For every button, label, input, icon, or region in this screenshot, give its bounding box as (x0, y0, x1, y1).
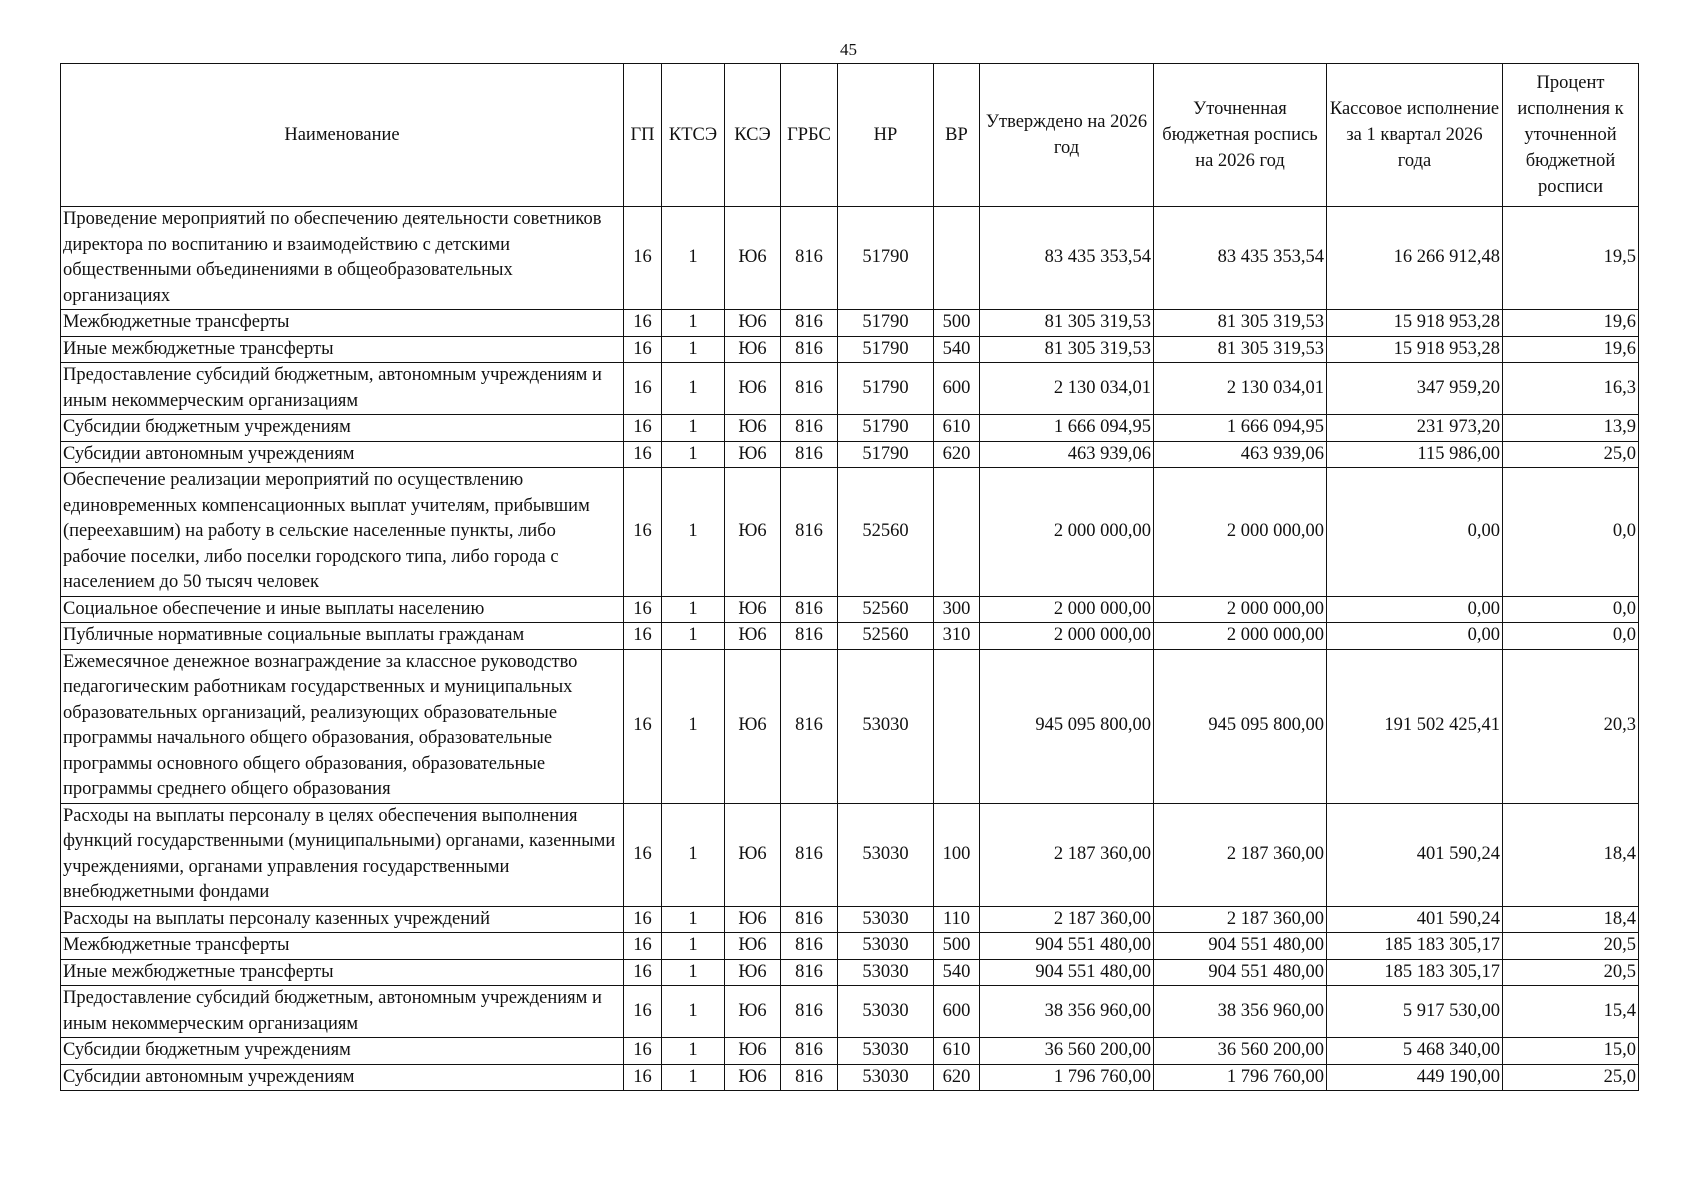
cell-refined: 2 130 034,01 (1154, 363, 1327, 415)
cell-name: Субсидии автономным учреждениям (61, 441, 624, 468)
cell-gp: 16 (624, 959, 662, 986)
cell-approved: 81 305 319,53 (980, 336, 1154, 363)
table-header-row (61, 64, 1639, 207)
cell-vr (934, 207, 980, 310)
cell-refined: 2 000 000,00 (1154, 596, 1327, 623)
table-row (61, 207, 1639, 310)
cell-nr: 53030 (838, 649, 934, 803)
cell-vr: 310 (934, 623, 980, 650)
cell-approved: 1 796 760,00 (980, 1064, 1154, 1091)
cell-name: Иные межбюджетные трансферты (61, 336, 624, 363)
cell-vr (934, 649, 980, 803)
table-row (61, 649, 1639, 803)
cell-name: Межбюджетные трансферты (61, 310, 624, 337)
cell-approved: 2 187 360,00 (980, 906, 1154, 933)
cell-percent: 15,0 (1503, 1038, 1639, 1065)
cell-gp: 16 (624, 986, 662, 1038)
cell-vr: 540 (934, 959, 980, 986)
cell-approved: 81 305 319,53 (980, 310, 1154, 337)
cell-gp: 16 (624, 906, 662, 933)
header-vr: ВР (934, 64, 980, 207)
cell-nr: 51790 (838, 336, 934, 363)
cell-refined: 38 356 960,00 (1154, 986, 1327, 1038)
cell-name: Расходы на выплаты персоналу казенных учреждений (61, 906, 624, 933)
cell-gp: 16 (624, 623, 662, 650)
cell-gp: 16 (624, 415, 662, 442)
cell-approved: 2 130 034,01 (980, 363, 1154, 415)
cell-grbs: 816 (781, 906, 838, 933)
cell-refined: 463 939,06 (1154, 441, 1327, 468)
cell-nr: 53030 (838, 1038, 934, 1065)
cell-kse: Ю6 (725, 336, 781, 363)
cell-vr: 540 (934, 336, 980, 363)
cell-vr: 500 (934, 933, 980, 960)
cell-gp: 16 (624, 1064, 662, 1091)
cell-cash: 185 183 305,17 (1327, 933, 1503, 960)
cell-refined: 904 551 480,00 (1154, 933, 1327, 960)
cell-refined: 36 560 200,00 (1154, 1038, 1327, 1065)
cell-cash: 115 986,00 (1327, 441, 1503, 468)
cell-refined: 2 187 360,00 (1154, 906, 1327, 933)
cell-refined: 81 305 319,53 (1154, 336, 1327, 363)
cell-gp: 16 (624, 933, 662, 960)
cell-cash: 5 917 530,00 (1327, 986, 1503, 1038)
cell-approved: 945 095 800,00 (980, 649, 1154, 803)
cell-nr: 53030 (838, 933, 934, 960)
cell-nr: 52560 (838, 596, 934, 623)
cell-percent: 0,0 (1503, 468, 1639, 597)
cell-kse: Ю6 (725, 1038, 781, 1065)
cell-ktse: 1 (662, 906, 725, 933)
header-approved: Утверждено на 2026 год (980, 64, 1154, 207)
table-row (61, 415, 1639, 442)
cell-grbs: 816 (781, 336, 838, 363)
cell-cash: 15 918 953,28 (1327, 310, 1503, 337)
cell-refined: 1 796 760,00 (1154, 1064, 1327, 1091)
cell-grbs: 816 (781, 310, 838, 337)
cell-kse: Ю6 (725, 959, 781, 986)
cell-kse: Ю6 (725, 310, 781, 337)
cell-ktse: 1 (662, 623, 725, 650)
cell-ktse: 1 (662, 310, 725, 337)
cell-kse: Ю6 (725, 596, 781, 623)
cell-grbs: 816 (781, 959, 838, 986)
cell-nr: 51790 (838, 310, 934, 337)
cell-cash: 0,00 (1327, 596, 1503, 623)
cell-name: Субсидии автономным учреждениям (61, 1064, 624, 1091)
cell-refined: 2 000 000,00 (1154, 623, 1327, 650)
table-row (61, 1064, 1639, 1091)
cell-cash: 16 266 912,48 (1327, 207, 1503, 310)
cell-ktse: 1 (662, 415, 725, 442)
cell-grbs: 816 (781, 986, 838, 1038)
cell-cash: 185 183 305,17 (1327, 959, 1503, 986)
cell-nr: 52560 (838, 468, 934, 597)
cell-cash: 347 959,20 (1327, 363, 1503, 415)
cell-approved: 2 000 000,00 (980, 596, 1154, 623)
cell-ktse: 1 (662, 468, 725, 597)
cell-ktse: 1 (662, 1064, 725, 1091)
cell-nr: 53030 (838, 986, 934, 1038)
cell-nr: 53030 (838, 803, 934, 906)
cell-gp: 16 (624, 336, 662, 363)
cell-percent: 25,0 (1503, 441, 1639, 468)
cell-grbs: 816 (781, 415, 838, 442)
cell-percent: 16,3 (1503, 363, 1639, 415)
table-row (61, 596, 1639, 623)
cell-vr (934, 468, 980, 597)
header-gp: ГП (624, 64, 662, 207)
cell-approved: 2 000 000,00 (980, 623, 1154, 650)
cell-kse: Ю6 (725, 649, 781, 803)
cell-vr: 110 (934, 906, 980, 933)
cell-refined: 904 551 480,00 (1154, 959, 1327, 986)
cell-gp: 16 (624, 363, 662, 415)
cell-vr: 610 (934, 1038, 980, 1065)
header-percent: Процент исполнения к уточненной бюджетной росписи (1503, 64, 1639, 207)
table-row (61, 803, 1639, 906)
table-row (61, 363, 1639, 415)
cell-cash: 0,00 (1327, 623, 1503, 650)
cell-name: Субсидии бюджетным учреждениям (61, 1038, 624, 1065)
cell-refined: 81 305 319,53 (1154, 310, 1327, 337)
cell-cash: 191 502 425,41 (1327, 649, 1503, 803)
budget-table (60, 63, 1639, 1091)
page-number: 45 (840, 40, 857, 59)
cell-percent: 0,0 (1503, 596, 1639, 623)
header-name: Наименование (61, 64, 624, 207)
cell-percent: 20,5 (1503, 933, 1639, 960)
header-refined: Уточненная бюджетная роспись на 2026 год (1154, 64, 1327, 207)
table-row (61, 1038, 1639, 1065)
cell-grbs: 816 (781, 649, 838, 803)
cell-percent: 0,0 (1503, 623, 1639, 650)
cell-gp: 16 (624, 803, 662, 906)
cell-name: Публичные нормативные социальные выплаты гражданам (61, 623, 624, 650)
header-cash: Кассовое исполнение за 1 квартал 2026 года (1327, 64, 1503, 207)
cell-name: Предоставление субсидий бюджетным, автономным учреждениям и иным некоммерческим организациям (61, 986, 624, 1038)
cell-refined: 945 095 800,00 (1154, 649, 1327, 803)
cell-cash: 0,00 (1327, 468, 1503, 597)
table-row (61, 441, 1639, 468)
cell-ktse: 1 (662, 933, 725, 960)
cell-cash: 401 590,24 (1327, 803, 1503, 906)
cell-vr: 600 (934, 363, 980, 415)
cell-nr: 52560 (838, 623, 934, 650)
cell-vr: 300 (934, 596, 980, 623)
cell-refined: 2 187 360,00 (1154, 803, 1327, 906)
cell-grbs: 816 (781, 623, 838, 650)
cell-kse: Ю6 (725, 1064, 781, 1091)
table-row (61, 986, 1639, 1038)
cell-vr: 600 (934, 986, 980, 1038)
cell-refined: 1 666 094,95 (1154, 415, 1327, 442)
cell-kse: Ю6 (725, 906, 781, 933)
cell-nr: 53030 (838, 959, 934, 986)
cell-name: Расходы на выплаты персоналу в целях обеспечения выполнения функций государственными (муниципальными) органами, казенными учреждениями, органами управления государственными внебюджетными фондами (61, 803, 624, 906)
cell-grbs: 816 (781, 468, 838, 597)
header-nr: НР (838, 64, 934, 207)
cell-gp: 16 (624, 207, 662, 310)
cell-gp: 16 (624, 596, 662, 623)
table-row (61, 959, 1639, 986)
cell-percent: 18,4 (1503, 906, 1639, 933)
cell-gp: 16 (624, 441, 662, 468)
header-kse: КСЭ (725, 64, 781, 207)
cell-percent: 25,0 (1503, 1064, 1639, 1091)
cell-cash: 449 190,00 (1327, 1064, 1503, 1091)
cell-ktse: 1 (662, 986, 725, 1038)
cell-percent: 13,9 (1503, 415, 1639, 442)
table-row (61, 336, 1639, 363)
cell-gp: 16 (624, 468, 662, 597)
cell-nr: 53030 (838, 906, 934, 933)
cell-approved: 36 560 200,00 (980, 1038, 1154, 1065)
cell-kse: Ю6 (725, 363, 781, 415)
cell-grbs: 816 (781, 1064, 838, 1091)
cell-nr: 51790 (838, 207, 934, 310)
cell-refined: 2 000 000,00 (1154, 468, 1327, 597)
cell-grbs: 816 (781, 1038, 838, 1065)
cell-refined: 83 435 353,54 (1154, 207, 1327, 310)
cell-name: Ежемесячное денежное вознаграждение за классное руководство педагогическим работникам государственных и муниципальных образовательных организаций, реализующих образовательные программы начального общего образования, образовательные программы основного общего образования, образовательные программы среднего общего образования (61, 649, 624, 803)
cell-percent: 18,4 (1503, 803, 1639, 906)
cell-gp: 16 (624, 1038, 662, 1065)
cell-ktse: 1 (662, 441, 725, 468)
cell-name: Предоставление субсидий бюджетным, автономным учреждениям и иным некоммерческим организациям (61, 363, 624, 415)
cell-kse: Ю6 (725, 933, 781, 960)
cell-ktse: 1 (662, 336, 725, 363)
cell-gp: 16 (624, 310, 662, 337)
cell-approved: 2 000 000,00 (980, 468, 1154, 597)
cell-approved: 1 666 094,95 (980, 415, 1154, 442)
cell-grbs: 816 (781, 207, 838, 310)
cell-ktse: 1 (662, 596, 725, 623)
cell-approved: 2 187 360,00 (980, 803, 1154, 906)
cell-name: Обеспечение реализации мероприятий по осуществлению единовременных компенсационных выплат учителям, прибывшим (переехавшим) на работу в сельские населенные пункты, либо рабочие поселки, либо поселки городского типа, либо города с населением до 50 тысяч человек (61, 468, 624, 597)
cell-cash: 231 973,20 (1327, 415, 1503, 442)
cell-kse: Ю6 (725, 803, 781, 906)
cell-percent: 15,4 (1503, 986, 1639, 1038)
cell-percent: 20,5 (1503, 959, 1639, 986)
cell-approved: 904 551 480,00 (980, 933, 1154, 960)
cell-grbs: 816 (781, 933, 838, 960)
cell-grbs: 816 (781, 803, 838, 906)
table-row (61, 906, 1639, 933)
cell-gp: 16 (624, 649, 662, 803)
cell-kse: Ю6 (725, 415, 781, 442)
table-row (61, 623, 1639, 650)
cell-percent: 19,5 (1503, 207, 1639, 310)
table-body (61, 207, 1639, 1091)
cell-ktse: 1 (662, 363, 725, 415)
cell-ktse: 1 (662, 649, 725, 803)
cell-kse: Ю6 (725, 207, 781, 310)
cell-kse: Ю6 (725, 441, 781, 468)
cell-cash: 401 590,24 (1327, 906, 1503, 933)
cell-approved: 463 939,06 (980, 441, 1154, 468)
table-row (61, 933, 1639, 960)
cell-kse: Ю6 (725, 623, 781, 650)
cell-approved: 904 551 480,00 (980, 959, 1154, 986)
table-row (61, 468, 1639, 597)
cell-kse: Ю6 (725, 986, 781, 1038)
header-grbs: ГРБС (781, 64, 838, 207)
cell-nr: 51790 (838, 363, 934, 415)
cell-approved: 83 435 353,54 (980, 207, 1154, 310)
cell-vr: 620 (934, 441, 980, 468)
cell-name: Проведение мероприятий по обеспечению деятельности советников директора по воспитанию и взаимодействию с детскими общественными объединениями в общеобразовательных организациях (61, 207, 624, 310)
cell-percent: 19,6 (1503, 310, 1639, 337)
cell-approved: 38 356 960,00 (980, 986, 1154, 1038)
cell-ktse: 1 (662, 1038, 725, 1065)
cell-ktse: 1 (662, 803, 725, 906)
cell-grbs: 816 (781, 363, 838, 415)
cell-name: Социальное обеспечение и иные выплаты населению (61, 596, 624, 623)
cell-vr: 500 (934, 310, 980, 337)
cell-nr: 53030 (838, 1064, 934, 1091)
cell-grbs: 816 (781, 441, 838, 468)
cell-nr: 51790 (838, 415, 934, 442)
cell-vr: 610 (934, 415, 980, 442)
cell-name: Иные межбюджетные трансферты (61, 959, 624, 986)
cell-nr: 51790 (838, 441, 934, 468)
cell-cash: 5 468 340,00 (1327, 1038, 1503, 1065)
table-row (61, 310, 1639, 337)
cell-name: Субсидии бюджетным учреждениям (61, 415, 624, 442)
cell-grbs: 816 (781, 596, 838, 623)
cell-vr: 620 (934, 1064, 980, 1091)
cell-ktse: 1 (662, 959, 725, 986)
cell-vr: 100 (934, 803, 980, 906)
cell-kse: Ю6 (725, 468, 781, 597)
cell-ktse: 1 (662, 207, 725, 310)
cell-percent: 20,3 (1503, 649, 1639, 803)
cell-name: Межбюджетные трансферты (61, 933, 624, 960)
cell-cash: 15 918 953,28 (1327, 336, 1503, 363)
cell-percent: 19,6 (1503, 336, 1639, 363)
header-ktse: КТСЭ (662, 64, 725, 207)
